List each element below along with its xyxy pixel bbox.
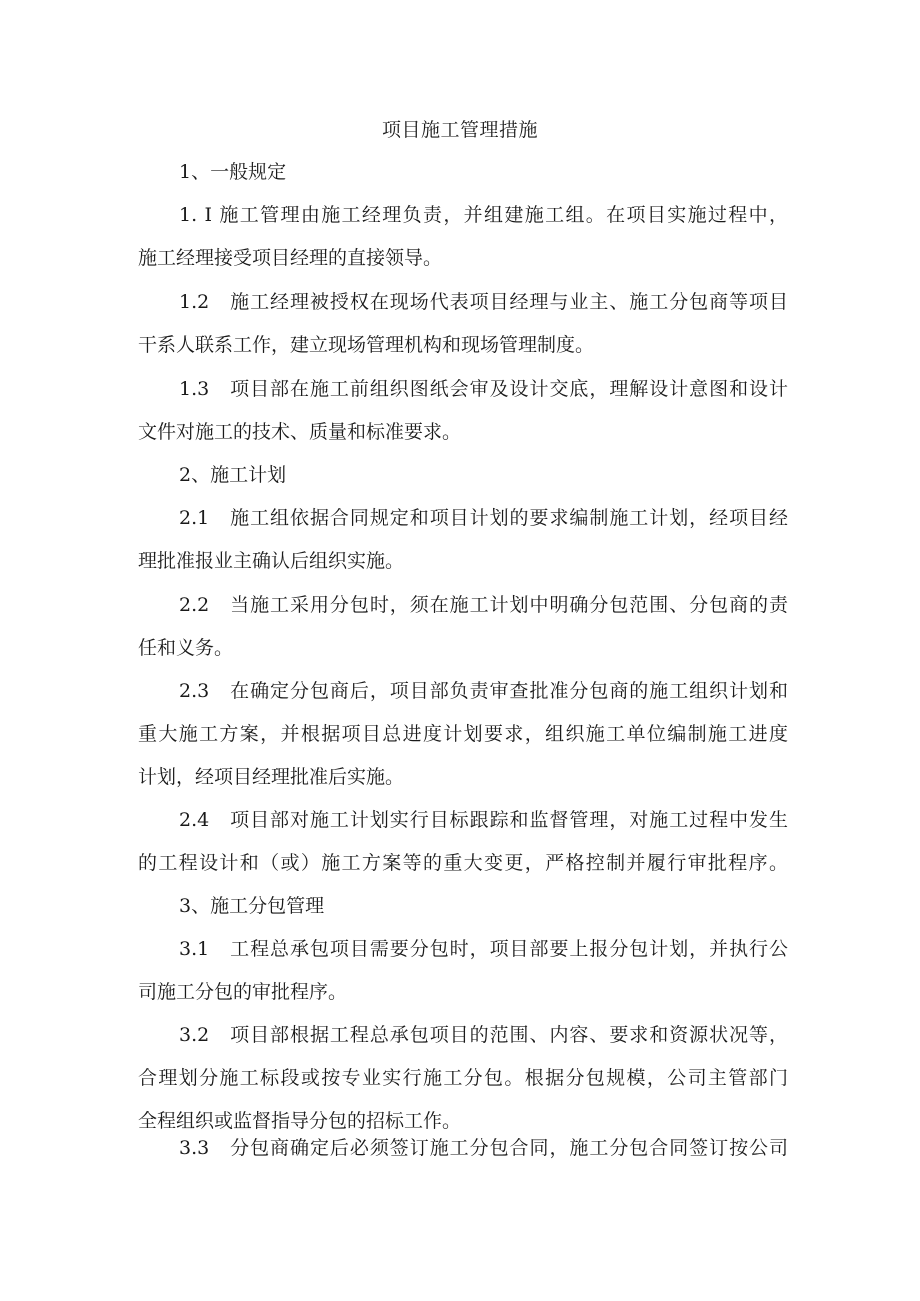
paragraph-3-2-line-1: 3.2 项目部根据工程总承包项目的范围、内容、要求和资源状况等， — [179, 1024, 788, 1046]
paragraph-1-1-line-2: 施工经理接受项目经理的直接领导。 — [138, 247, 443, 269]
paragraph-2-4-line-2: 的工程设计和（或）施工方案等的重大变更，严格控制并履行审批程序。 — [138, 852, 788, 874]
paragraph-2-1-line-1: 2.1 施工组依据合同规定和项目计划的要求编制施工计划，经项目经 — [179, 507, 788, 529]
paragraph-3-1-line-1: 3.1 工程总承包项目需要分包时，项目部要上报分包计划，并执行公 — [179, 938, 788, 960]
document-title: 项目施工管理措施 — [381, 119, 538, 141]
paragraph-3-2-line-2: 合理划分施工标段或按专业实行施工分包。根据分包规模，公司主管部门 — [138, 1067, 788, 1089]
paragraph-2-2-line-2: 任和义务。 — [138, 637, 234, 659]
paragraph-3-2-line-3: 全程组织或监督指导分包的招标工作。 — [138, 1110, 462, 1132]
paragraph-2-3-line-3: 计划，经项目经理批准后实施。 — [138, 766, 405, 788]
paragraph-1-2-line-2: 干系人联系工作，建立现场管理机构和现场管理制度。 — [138, 334, 595, 356]
paragraph-3-3-line-1: 3.3 分包商确定后必须签订施工分包合同，施工分包合同签订按公司 — [179, 1137, 788, 1159]
paragraph-2-4-line-1: 2.4 项目部对施工计划实行目标跟踪和监督管理，对施工过程中发生 — [179, 809, 788, 831]
paragraph-1-3-line-2: 文件对施工的技术、质量和标准要求。 — [138, 421, 462, 443]
paragraph-1-2-line-1: 1.2 施工经理被授权在现场代表项目经理与业主、施工分包商等项目 — [179, 291, 788, 313]
paragraph-1-1-line-1: 1. I 施工管理由施工经理负责，并组建施工组。在项目实施过程中， — [179, 204, 788, 226]
section-heading-3: 3、施工分包管理 — [179, 895, 325, 917]
paragraph-2-2-line-1: 2.2 当施工采用分包时，须在施工计划中明确分包范围、分包商的责 — [179, 594, 788, 616]
section-heading-1: 1、一般规定 — [179, 161, 287, 183]
paragraph-2-3-line-1: 2.3 在确定分包商后，项目部负责审查批准分包商的施工组织计划和 — [179, 680, 788, 702]
paragraph-3-1-line-2: 司施工分包的审批程序。 — [138, 981, 348, 1003]
paragraph-1-3-line-1: 1.3 项目部在施工前组织图纸会审及设计交底，理解设计意图和设计 — [179, 378, 788, 400]
paragraph-2-1-line-2: 理批准报业主确认后组织实施。 — [138, 550, 405, 572]
section-heading-2: 2、施工计划 — [179, 464, 287, 486]
paragraph-2-3-line-2: 重大施工方案，并根据项目总进度计划要求，组织施工单位编制施工进度 — [138, 723, 788, 745]
